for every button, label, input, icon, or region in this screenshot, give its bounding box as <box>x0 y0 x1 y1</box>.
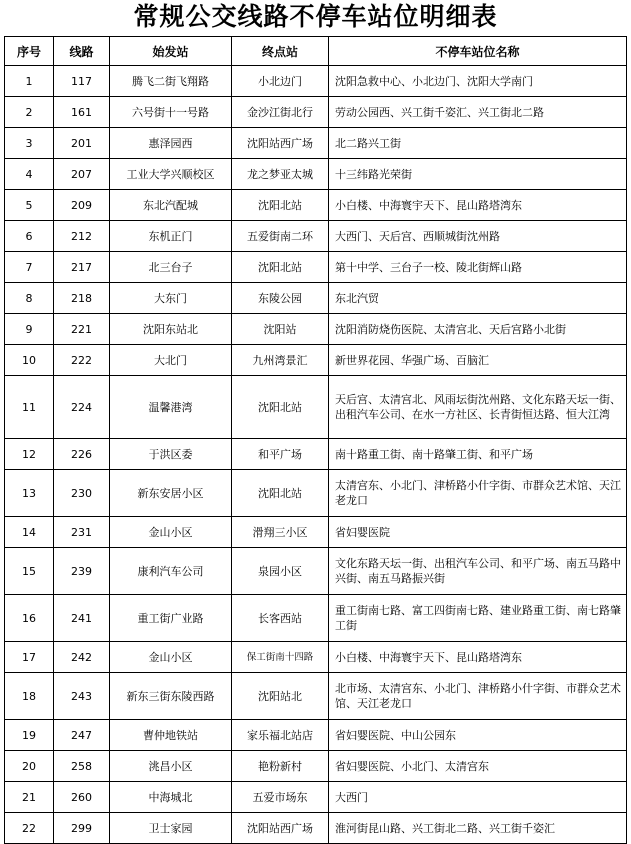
cell-line: 247 <box>54 720 110 751</box>
cell-no: 15 <box>5 548 54 595</box>
cell-end: 长客西站 <box>232 595 329 642</box>
cell-stops: 劳动公园西、兴工街千姿汇、兴工街北二路 <box>329 97 627 128</box>
table-row <box>5 517 627 548</box>
table-row <box>5 642 627 673</box>
cell-start: 中海城北 <box>110 782 232 813</box>
cell-no: 13 <box>5 470 54 517</box>
cell-end: 沈阳站西广场 <box>232 128 329 159</box>
cell-no: 14 <box>5 517 54 548</box>
cell-line: 299 <box>54 813 110 844</box>
cell-stops: 小白楼、中海寰宇天下、昆山路塔湾东 <box>329 190 627 221</box>
table-row <box>5 66 627 97</box>
cell-line: 226 <box>54 439 110 470</box>
table-row <box>5 190 627 221</box>
cell-no: 8 <box>5 283 54 314</box>
cell-no: 6 <box>5 221 54 252</box>
cell-line: 260 <box>54 782 110 813</box>
cell-stops: 沈阳消防烧伤医院、太清宫北、天后宫路小北街 <box>329 314 627 345</box>
cell-stops: 淮河街昆山路、兴工街北二路、兴工街千姿汇 <box>329 813 627 844</box>
cell-no: 16 <box>5 595 54 642</box>
cell-end: 金沙江街北行 <box>232 97 329 128</box>
cell-end: 东陵公园 <box>232 283 329 314</box>
cell-line: 224 <box>54 376 110 439</box>
header-stops: 不停车站位名称 <box>329 37 627 66</box>
table-row <box>5 673 627 720</box>
cell-stops: 大西门、天后宫、西顺城街沈州路 <box>329 221 627 252</box>
cell-line: 243 <box>54 673 110 720</box>
cell-end: 龙之梦亚太城 <box>232 159 329 190</box>
cell-end: 艳粉新村 <box>232 751 329 782</box>
cell-start: 东机正门 <box>110 221 232 252</box>
cell-stops: 省妇婴医院、小北门、太清宫东 <box>329 751 627 782</box>
cell-start: 新东安居小区 <box>110 470 232 517</box>
cell-end: 沈阳站 <box>232 314 329 345</box>
table-row <box>5 782 627 813</box>
cell-stops: 新世界花园、华强广场、百脑汇 <box>329 345 627 376</box>
cell-stops: 天后宫、太清宫北、风雨坛街沈州路、文化东路天坛一街、出租汽车公司、在水一方社区、长青街恒达路、恒大江湾 <box>329 376 627 439</box>
cell-stops: 沈阳急救中心、小北边门、沈阳大学南门 <box>329 66 627 97</box>
table-row <box>5 470 627 517</box>
cell-end: 和平广场 <box>232 439 329 470</box>
table-row <box>5 314 627 345</box>
cell-no: 4 <box>5 159 54 190</box>
cell-stops: 太清宫东、小北门、津桥路小什字街、市群众艺术馆、天江老龙口 <box>329 470 627 517</box>
cell-line: 201 <box>54 128 110 159</box>
cell-start: 北三台子 <box>110 252 232 283</box>
cell-no: 21 <box>5 782 54 813</box>
cell-no: 12 <box>5 439 54 470</box>
table-row <box>5 345 627 376</box>
header-start: 始发站 <box>110 37 232 66</box>
cell-no: 17 <box>5 642 54 673</box>
cell-end: 保工街南十四路 <box>232 642 329 673</box>
cell-end: 滑翔三小区 <box>232 517 329 548</box>
cell-start: 沈阳东站北 <box>110 314 232 345</box>
table-row <box>5 548 627 595</box>
cell-stops: 省妇婴医院、中山公园东 <box>329 720 627 751</box>
cell-line: 217 <box>54 252 110 283</box>
cell-end: 沈阳北站 <box>232 252 329 283</box>
cell-no: 11 <box>5 376 54 439</box>
cell-start: 大东门 <box>110 283 232 314</box>
cell-line: 231 <box>54 517 110 548</box>
table-row <box>5 595 627 642</box>
table-row <box>5 283 627 314</box>
cell-end: 小北边门 <box>232 66 329 97</box>
cell-no: 22 <box>5 813 54 844</box>
cell-stops: 省妇婴医院 <box>329 517 627 548</box>
cell-no: 5 <box>5 190 54 221</box>
cell-end: 沈阳站西广场 <box>232 813 329 844</box>
cell-no: 7 <box>5 252 54 283</box>
cell-start: 工业大学兴顺校区 <box>110 159 232 190</box>
cell-end: 沈阳北站 <box>232 376 329 439</box>
cell-line: 222 <box>54 345 110 376</box>
table-row <box>5 97 627 128</box>
cell-start: 洮昌小区 <box>110 751 232 782</box>
cell-stops: 大西门 <box>329 782 627 813</box>
cell-start: 曹仲地铁站 <box>110 720 232 751</box>
cell-end: 泉园小区 <box>232 548 329 595</box>
cell-end: 五爱市场东 <box>232 782 329 813</box>
cell-no: 18 <box>5 673 54 720</box>
cell-no: 9 <box>5 314 54 345</box>
cell-line: 117 <box>54 66 110 97</box>
table-row <box>5 813 627 844</box>
cell-start: 金山小区 <box>110 517 232 548</box>
cell-stops: 南十路重工街、南十路肇工街、和平广场 <box>329 439 627 470</box>
table-header-row <box>5 37 627 66</box>
header-line: 线路 <box>54 37 110 66</box>
cell-start: 六号街十一号路 <box>110 97 232 128</box>
cell-no: 3 <box>5 128 54 159</box>
cell-line: 230 <box>54 470 110 517</box>
cell-end: 沈阳北站 <box>232 190 329 221</box>
cell-start: 东北汽配城 <box>110 190 232 221</box>
cell-line: 221 <box>54 314 110 345</box>
cell-start: 惠泽园西 <box>110 128 232 159</box>
cell-end: 九州湾景汇 <box>232 345 329 376</box>
table-row <box>5 720 627 751</box>
cell-no: 20 <box>5 751 54 782</box>
cell-stops: 北二路兴工街 <box>329 128 627 159</box>
cell-line: 239 <box>54 548 110 595</box>
table-row <box>5 252 627 283</box>
cell-line: 161 <box>54 97 110 128</box>
cell-start: 温馨港湾 <box>110 376 232 439</box>
cell-stops: 重工街南七路、富工四街南七路、建业路重工街、南七路肇工街 <box>329 595 627 642</box>
route-table <box>4 36 627 844</box>
table-row <box>5 376 627 439</box>
cell-stops: 文化东路天坛一街、出租汽车公司、和平广场、南五马路中兴街、南五马路振兴街 <box>329 548 627 595</box>
cell-line: 218 <box>54 283 110 314</box>
cell-start: 康利汽车公司 <box>110 548 232 595</box>
table-row <box>5 751 627 782</box>
cell-stops: 东北汽贸 <box>329 283 627 314</box>
cell-start: 重工街广业路 <box>110 595 232 642</box>
table-row <box>5 221 627 252</box>
cell-end: 沈阳北站 <box>232 470 329 517</box>
cell-stops: 第十中学、三台子一校、陵北街辉山路 <box>329 252 627 283</box>
cell-start: 大北门 <box>110 345 232 376</box>
cell-no: 10 <box>5 345 54 376</box>
cell-start: 金山小区 <box>110 642 232 673</box>
cell-start: 于洪区委 <box>110 439 232 470</box>
cell-no: 2 <box>5 97 54 128</box>
cell-start: 卫士家园 <box>110 813 232 844</box>
cell-stops: 北市场、太清宫东、小北门、津桥路小什字街、市群众艺术馆、天江老龙口 <box>329 673 627 720</box>
cell-line: 258 <box>54 751 110 782</box>
cell-end: 家乐福北站店 <box>232 720 329 751</box>
cell-line: 242 <box>54 642 110 673</box>
cell-stops: 小白楼、中海寰宇天下、昆山路塔湾东 <box>329 642 627 673</box>
cell-line: 207 <box>54 159 110 190</box>
cell-line: 212 <box>54 221 110 252</box>
table-row <box>5 439 627 470</box>
header-no: 序号 <box>5 37 54 66</box>
header-end: 终点站 <box>232 37 329 66</box>
cell-end: 沈阳站北 <box>232 673 329 720</box>
cell-no: 19 <box>5 720 54 751</box>
page-title: 常规公交线路不停车站位明细表 <box>133 2 498 31</box>
cell-start: 新东三街东陵西路 <box>110 673 232 720</box>
cell-line: 209 <box>54 190 110 221</box>
table-row <box>5 128 627 159</box>
table-row <box>5 159 627 190</box>
cell-end: 五爱街南二环 <box>232 221 329 252</box>
cell-start: 腾飞二街飞翔路 <box>110 66 232 97</box>
cell-line: 241 <box>54 595 110 642</box>
cell-stops: 十三纬路光荣街 <box>329 159 627 190</box>
cell-no: 1 <box>5 66 54 97</box>
